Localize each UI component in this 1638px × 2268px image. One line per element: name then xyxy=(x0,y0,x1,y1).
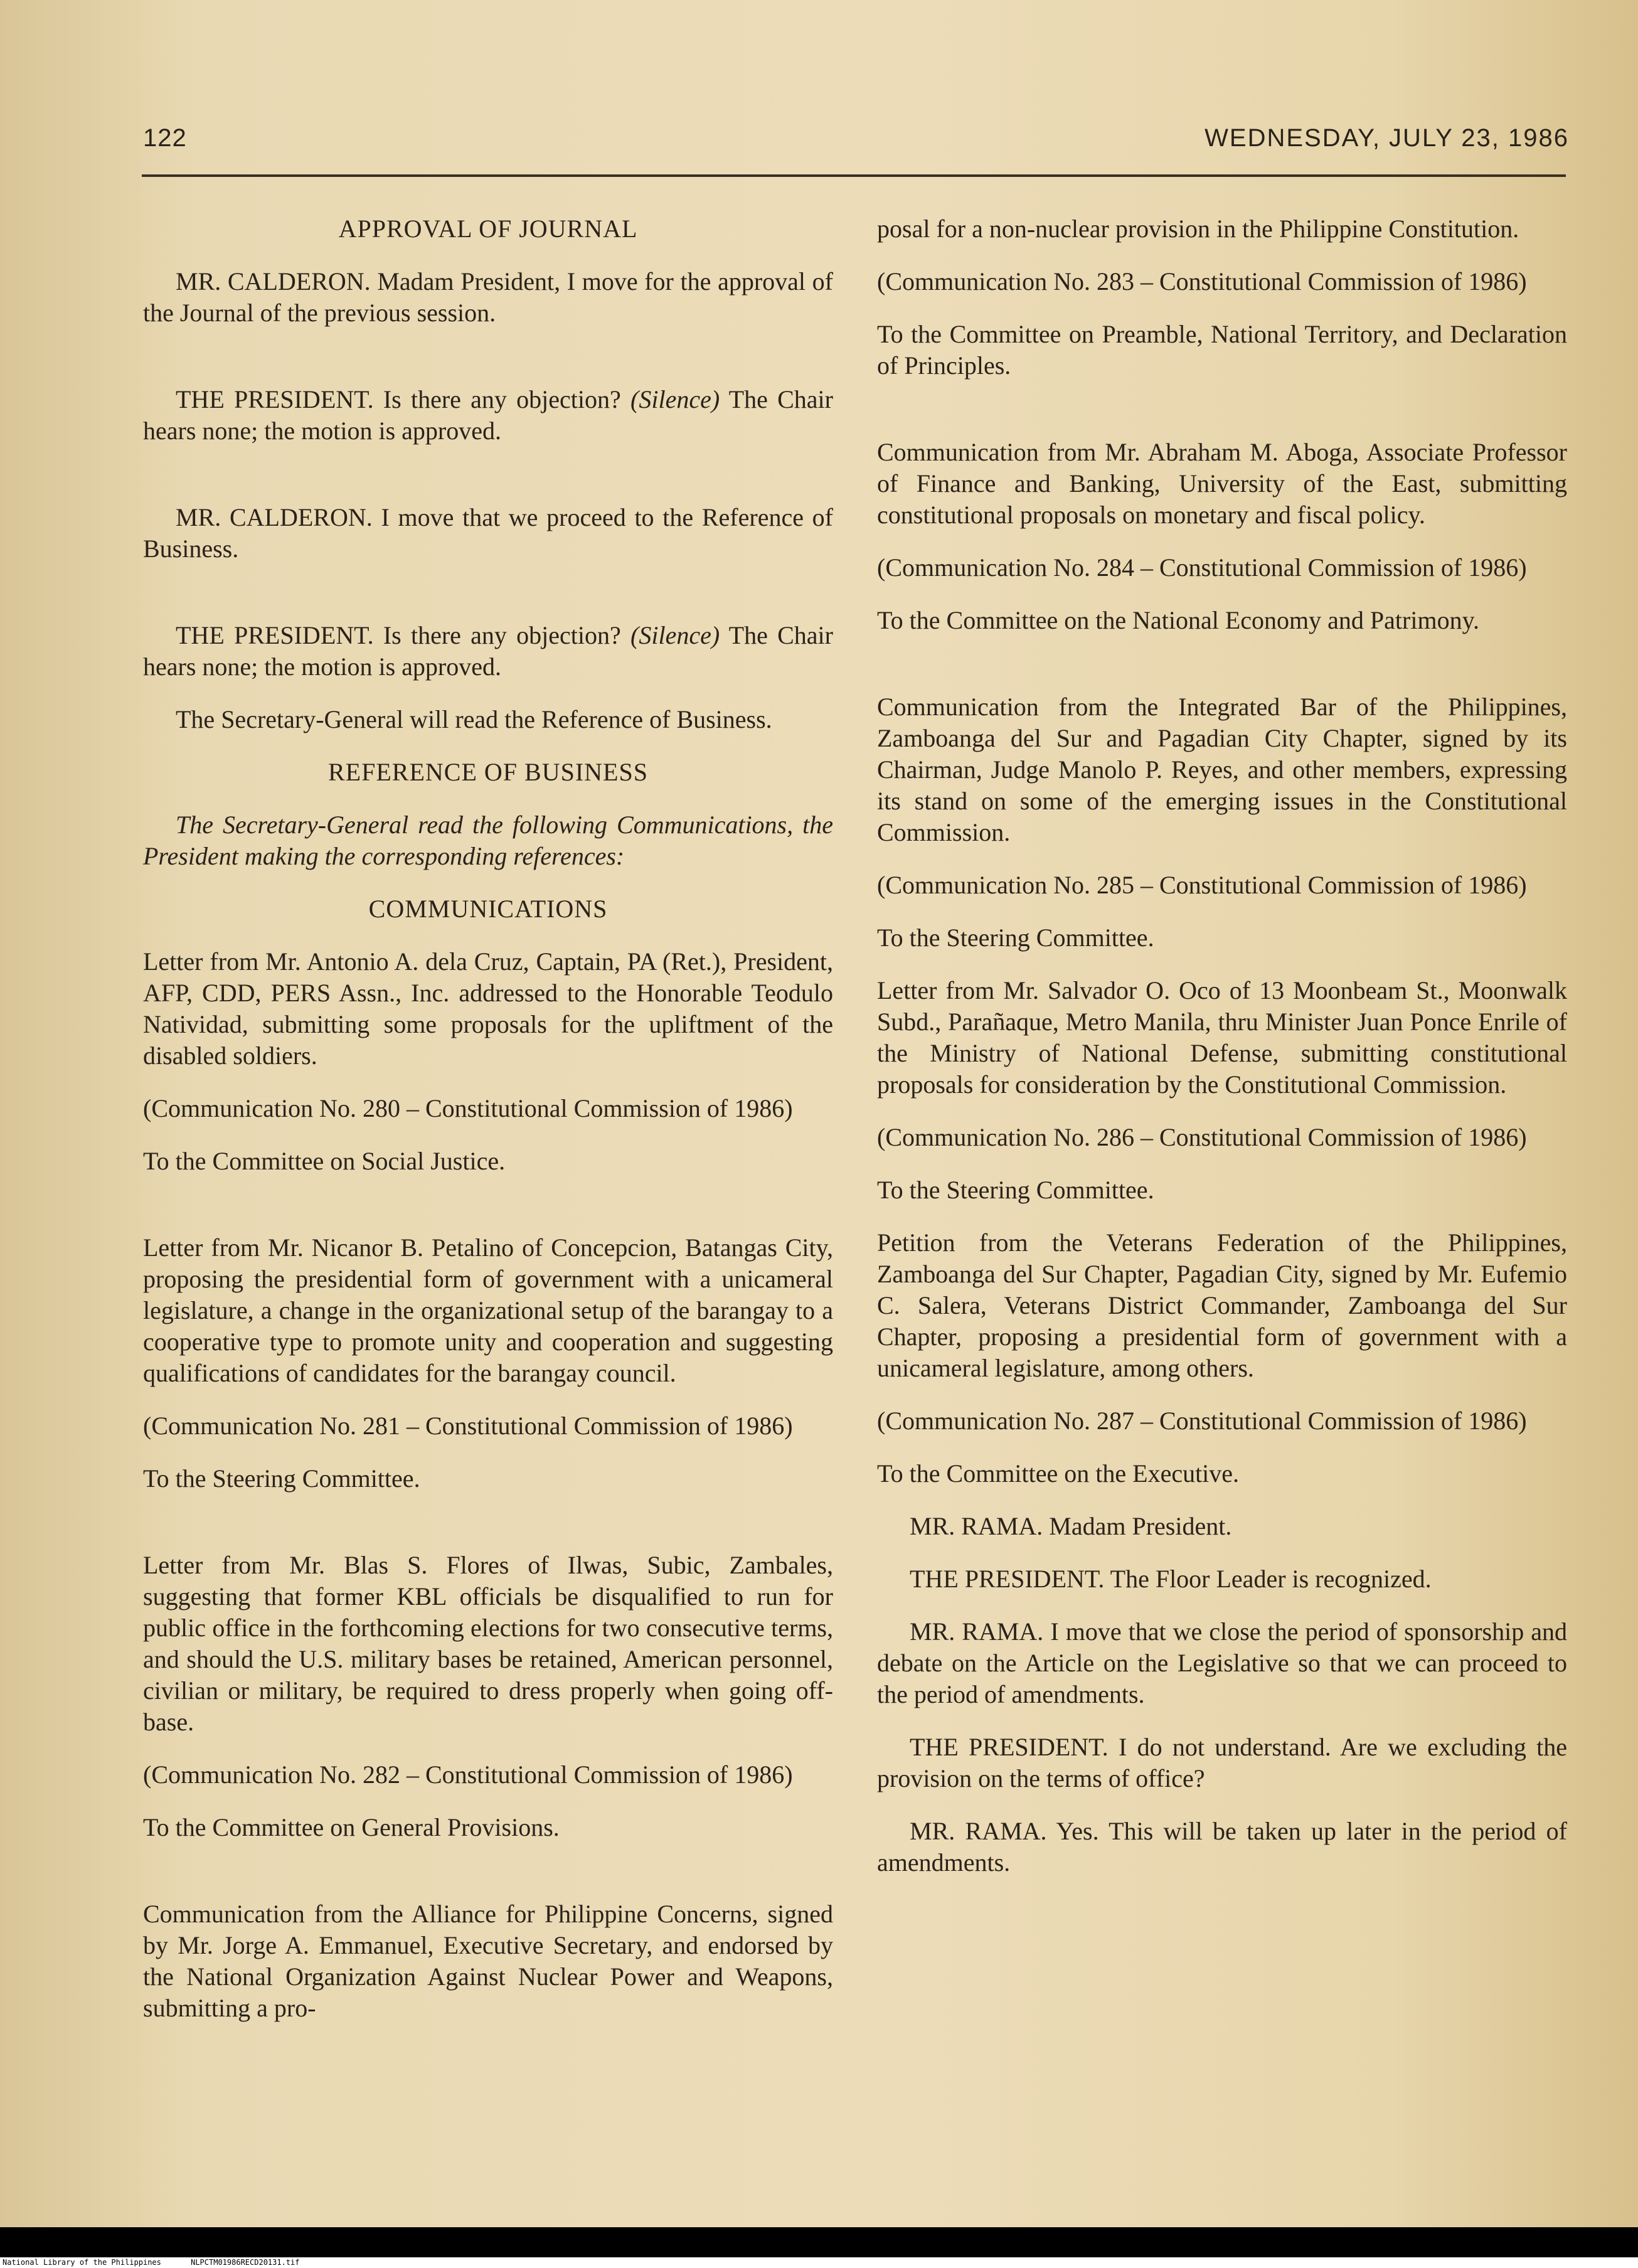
heading-approval-of-journal: APPROVAL OF JOURNAL xyxy=(338,215,638,243)
paragraph: The Secretary-General read the following Communications, the President making the corresponding references: xyxy=(143,811,833,870)
communication-number: (Communication No. 285 – Constitutional Commission of 1986) xyxy=(877,871,1527,899)
communication-number: (Communication No. 282 – Constitutional Commission of 1986) xyxy=(143,1760,793,1789)
communication-referral: To the Committee on Social Justice. xyxy=(143,1147,506,1175)
file-label: NLPCTM01986RECD20131.tif xyxy=(191,2258,300,2267)
communication-number: (Communication No. 281 – Constitutional Commission of 1986) xyxy=(143,1412,793,1440)
dialogue-paragraph: THE PRESIDENT. I do not understand. Are we excluding the provision on the terms of office? xyxy=(877,1733,1567,1792)
library-label: National Library of the Philippines xyxy=(3,2258,161,2267)
dialogue-paragraph: MR. RAMA. I move that we close the period of sponsorship and debate on the Article on the Legislative so that we can proceed to the period of amendments. xyxy=(877,1617,1567,1708)
communication-number: (Communication No. 284 – Constitutional Commission of 1986) xyxy=(877,553,1527,582)
communication-referral: To the Committee on the Executive. xyxy=(877,1459,1240,1488)
heading-reference-of-business: REFERENCE OF BUSINESS xyxy=(328,758,648,786)
heading-communications: COMMUNICATIONS xyxy=(368,895,608,923)
paragraph: MR. CALDERON. Madam President, I move for the approval of the Journal of the previous session. xyxy=(143,267,833,327)
communication-text: Communication from the Alliance for Philippine Concerns, signed by Mr. Jorge A. Emmanuel, Executive Secretary, and endorsed by the National Organization Against Nuclear Power and Weapons, submitting a pro- xyxy=(143,1900,833,2022)
dialogue-paragraph: MR. RAMA. Yes. This will be taken up later in the period of amendments. xyxy=(877,1817,1567,1877)
communication-text: Letter from Mr. Blas S. Flores of Ilwas, Subic, Zambales, suggesting that former KBL officials be disqualified to run for public office in the forthcoming elections for two consecutive terms, and should the U.S. military bases be retained, American personnel, civilian or military, be required to dress properly when going off-base. xyxy=(143,1551,833,1736)
communication-referral: To the Steering Committee. xyxy=(877,924,1154,952)
paragraph: THE PRESIDENT. Is there any objection? (Silence) The Chair hears none; the motion is approved. xyxy=(143,385,833,445)
left-column xyxy=(143,213,833,2045)
communication-text: Petition from the Veterans Federation of the Philippines, Zamboanga del Sur Chapter, Pagadian City, signed by Mr. Eufemio C. Salera, Veterans District Commander, Zamboanga del Sur Chapter, proposing a presidential form of government with a unicameral legislature, among others. xyxy=(877,1228,1567,1382)
paragraph: The Secretary-General will read the Reference of Business. xyxy=(176,705,772,733)
communication-text: Letter from Mr. Antonio A. dela Cruz, Captain, PA (Ret.), President, AFP, CDD, PERS Assn., Inc. addressed to the Honorable Teodulo Natividad, submitting some proposals for the upliftment of the disabled soldiers. xyxy=(143,947,833,1070)
dialogue-paragraph: MR. RAMA. Madam President. xyxy=(910,1512,1232,1540)
communication-number: (Communication No. 280 – Constitutional Commission of 1986) xyxy=(143,1094,793,1122)
communication-referral: To the Steering Committee. xyxy=(143,1464,420,1493)
communication-text: Letter from Mr. Salvador O. Oco of 13 Moonbeam St., Moonwalk Subd., Parañaque, Metro Manila, thru Minister Juan Ponce Enrile of the Ministry of National Defense, submitting constitutional proposals for consideration by the Constitutional Commission. xyxy=(877,976,1567,1099)
communication-number: (Communication No. 286 – Constitutional Commission of 1986) xyxy=(877,1123,1527,1151)
communication-referral: To the Steering Committee. xyxy=(877,1176,1154,1204)
page-number: 122 xyxy=(143,124,187,152)
paragraph: THE PRESIDENT. Is there any objection? (Silence) The Chair hears none; the motion is approved. xyxy=(143,621,833,681)
communication-text: posal for a non-nuclear provision in the Philippine Constitution. xyxy=(877,215,1519,243)
communication-referral: To the Committee on the National Economy and Patrimony. xyxy=(877,606,1479,634)
communication-text: Communication from the Integrated Bar of the Philippines, Zamboanga del Sur and Pagadian City Chapter, signed by its Chairman, Judge Manolo P. Reyes, and other members, expressing its stand on some of the emerging issues in the Constitutional Commission. xyxy=(877,693,1567,846)
communication-text: Communication from Mr. Abraham M. Aboga, Associate Professor of Finance and Banking, University of the East, submitting constitutional proposals on monetary and fiscal policy. xyxy=(877,438,1567,529)
communication-text: Letter from Mr. Nicanor B. Petalino of Concepcion, Batangas City, proposing the presidential form of government with a unicameral legislature, a change in the organizational setup of the barangay to a cooperative type to promote unity and cooperation and suggesting qualifications of candidates for the barangay council. xyxy=(143,1233,833,1387)
scan-border xyxy=(0,2227,1638,2257)
session-date: WEDNESDAY, JULY 23, 1986 xyxy=(1205,124,1569,152)
dialogue-paragraph: THE PRESIDENT. The Floor Leader is recognized. xyxy=(910,1565,1432,1593)
paragraph: MR. CALDERON. I move that we proceed to the Reference of Business. xyxy=(143,503,833,563)
right-column xyxy=(877,213,1567,1900)
communication-number: (Communication No. 287 – Constitutional Commission of 1986) xyxy=(877,1407,1527,1435)
communication-number: (Communication No. 283 – Constitutional Commission of 1986) xyxy=(877,267,1527,295)
communication-referral: To the Committee on Preamble, National Territory, and Declaration of Principles. xyxy=(877,320,1567,380)
header-rule xyxy=(142,174,1566,177)
scan-footer xyxy=(0,2257,1638,2268)
communication-referral: To the Committee on General Provisions. xyxy=(143,1813,560,1841)
